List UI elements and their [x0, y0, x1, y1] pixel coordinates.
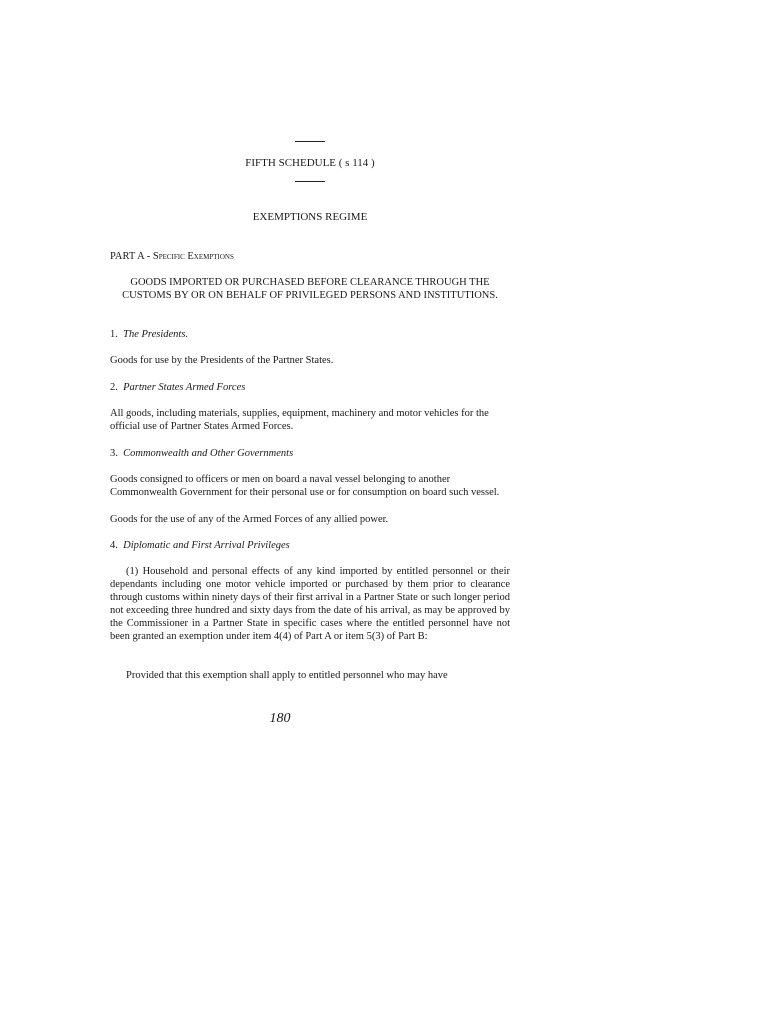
item-3-paragraph-2: Goods for the use of any of the Armed Forces of any allied power.	[110, 514, 389, 525]
goods-heading: GOODS IMPORTED OR PURCHASED BEFORE CLEARANCE THROUGH THE CUSTOMS BY OR ON BEHALF OF PRIVILEGED PERSONS AND INSTITUTIONS.	[122, 277, 498, 301]
item-3-heading	[110, 447, 510, 460]
part-label: PART A -	[110, 251, 153, 262]
item-4-heading	[110, 539, 510, 552]
schedule-title: FIFTH SCHEDULE ( s 114 )	[245, 157, 375, 169]
item-2-paragraph: All goods, including materials, supplies, equipment, machinery and motor vehicles for the official use of Partner States Armed Forces.	[110, 408, 489, 432]
item-1-heading	[110, 328, 510, 341]
item-1-paragraph: Goods for use by the Presidents of the Partner States.	[110, 355, 334, 366]
top-rule	[295, 141, 325, 142]
item-number: 1.	[110, 329, 118, 340]
item-title: Commonwealth and Other Governments	[123, 448, 294, 459]
item-number: 2.	[110, 382, 118, 393]
item-number: 4.	[110, 540, 118, 551]
item-4-paragraph-1: (1) Household and personal effects of any kind imported by entitled personnel or their dependants including one motor vehicle imported or purchased by them prior to clearance through customs within ninety days of their first arrival in a Partner State or such longer period not exceeding three hundred and sixty days from the date of his arrival, as may be approved by the Commissioner in a Partner State in specific cases where the entitled personnel have not been granted an exemption under item 4(4) of Part A or item 5(3) of Part B:	[110, 566, 510, 642]
item-3-paragraph-1: Goods consigned to officers or men on board a naval vessel belonging to another Commonwealth Government for their personal use or for consumption on board such vessel.	[110, 474, 500, 498]
part-heading	[110, 250, 510, 263]
item-2-heading	[110, 381, 510, 394]
item-4-paragraph-2: Provided that this exemption shall apply to entitled personnel who may have	[126, 670, 448, 681]
item-title: Partner States Armed Forces	[123, 382, 246, 393]
bottom-rule	[295, 181, 325, 182]
page-number: 180	[269, 711, 291, 726]
part-name: Specific Exemptions	[152, 251, 234, 262]
item-number: 3.	[110, 448, 118, 459]
regime-title: EXEMPTIONS REGIME	[252, 211, 368, 223]
item-title: The Presidents.	[123, 329, 189, 340]
item-title: Diplomatic and First Arrival Privileges	[123, 540, 290, 551]
